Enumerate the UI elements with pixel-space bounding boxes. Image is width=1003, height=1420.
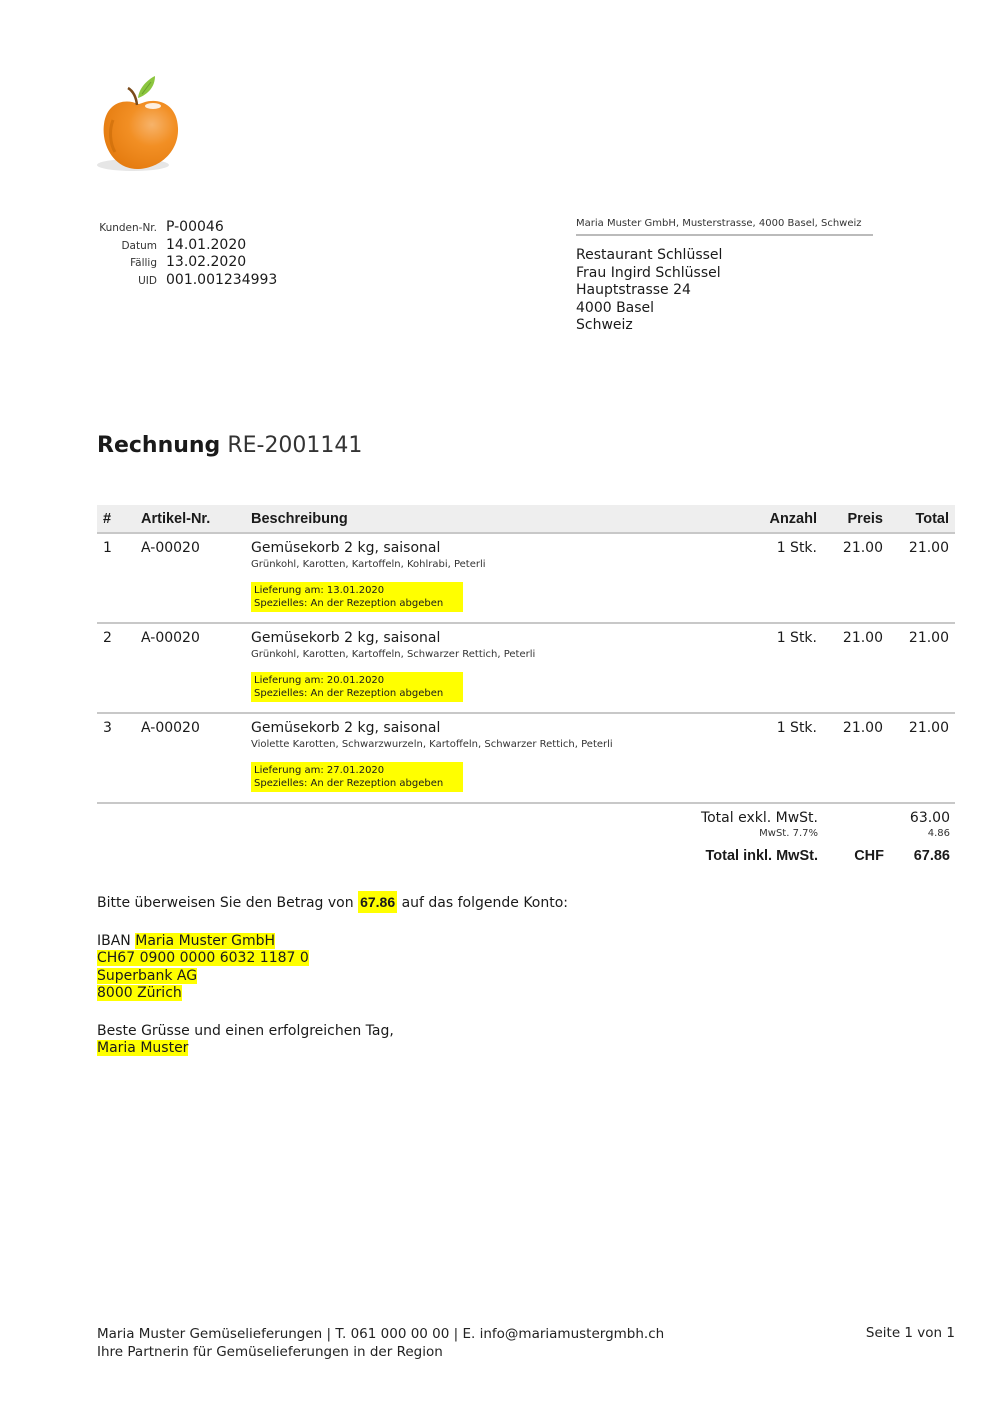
recipient-street: Hauptstrasse 24 <box>576 282 691 298</box>
meta-customer-number <box>90 219 290 237</box>
iban-number: CH67 0900 0000 6032 1187 0 <box>97 950 309 966</box>
grand-total-label: Total inkl. MwSt. <box>705 848 818 864</box>
meta-date <box>90 237 290 255</box>
footer-contact: Maria Muster Gemüselieferungen | T. 061 000 00 00 | E. info@mariamustergmbh.ch <box>97 1326 665 1342</box>
grand-total-row <box>600 848 955 864</box>
col-header-description: Beschreibung <box>245 505 731 533</box>
grand-total-value: 67.86 <box>913 848 950 864</box>
table-row <box>97 713 955 803</box>
company-logo <box>95 72 185 174</box>
meta-value: 14.01.2020 <box>166 236 247 253</box>
row-num: 1 <box>97 533 135 623</box>
delivery-date: Lieferung am: 27.01.2020 <box>254 765 385 776</box>
item-title: Gemüsekorb 2 kg, saisonal <box>251 630 441 646</box>
title-label: Rechnung <box>97 433 221 458</box>
col-header-qty: Anzahl <box>731 505 823 533</box>
meta-label: Datum <box>121 239 157 252</box>
item-title: Gemüsekorb 2 kg, saisonal <box>251 720 441 736</box>
subtotal-row <box>600 810 955 828</box>
row-article: A-00020 <box>135 713 245 803</box>
recipient-address <box>576 247 722 335</box>
recipient-company: Restaurant Schlüssel <box>576 247 723 263</box>
row-total: 21.00 <box>889 713 955 803</box>
delivery-note <box>251 672 463 702</box>
totals-block <box>600 810 955 864</box>
special-instructions: Spezielles: An der Rezeption abgeben <box>254 688 444 699</box>
table-row <box>97 623 955 713</box>
intro-text-end: auf das folgende Konto: <box>397 895 569 911</box>
delivery-date: Lieferung am: 20.01.2020 <box>254 675 385 686</box>
row-num: 2 <box>97 623 135 713</box>
row-price: 21.00 <box>823 533 889 623</box>
col-header-article: Artikel-Nr. <box>135 505 245 533</box>
row-qty: 1 Stk. <box>731 623 823 713</box>
iban-line <box>97 933 568 951</box>
col-header-total: Total <box>889 505 955 533</box>
item-details: Grünkohl, Karotten, Kartoffeln, Kohlrabi, Peterli <box>251 559 486 570</box>
special-instructions: Spezielles: An der Rezeption abgeben <box>254 598 444 609</box>
row-article: A-00020 <box>135 533 245 623</box>
signature: Maria Muster <box>97 1040 189 1056</box>
payment-intro <box>97 894 568 913</box>
row-article: A-00020 <box>135 623 245 713</box>
delivery-note <box>251 582 463 612</box>
vat-label: MwSt. 7.7% <box>759 828 818 839</box>
delivery-date: Lieferung am: 13.01.2020 <box>254 585 385 596</box>
delivery-note <box>251 762 463 792</box>
meta-due-date <box>90 254 290 272</box>
col-header-num: # <box>97 505 135 533</box>
table-header <box>97 505 955 533</box>
sender-line: Maria Muster GmbH, Musterstrasse, 4000 Basel, Schweiz <box>576 218 873 236</box>
meta-value: P-00046 <box>166 219 224 235</box>
item-details: Grünkohl, Karotten, Kartoffeln, Schwarzer Rettich, Peterli <box>251 649 536 660</box>
recipient-country: Schweiz <box>576 317 633 333</box>
invoice-meta <box>90 219 290 289</box>
table-row <box>97 533 955 623</box>
recipient-city: 4000 Basel <box>576 299 655 316</box>
row-num: 3 <box>97 713 135 803</box>
row-qty: 1 Stk. <box>731 713 823 803</box>
item-title: Gemüsekorb 2 kg, saisonal <box>251 540 441 556</box>
meta-label: Fällig <box>130 257 157 269</box>
intro-text: Bitte überweisen Sie den Betrag von <box>97 895 359 911</box>
footer <box>97 1325 664 1361</box>
item-details: Violette Karotten, Schwarzwurzeln, Kartoffeln, Schwarzer Rettich, Peterli <box>251 739 613 750</box>
page-number: Seite 1 von 1 <box>865 1325 955 1341</box>
vat-row <box>600 828 955 848</box>
subtotal-label: Total exkl. MwSt. <box>700 810 818 826</box>
iban-label: IBAN <box>97 932 136 949</box>
row-description <box>245 713 731 803</box>
col-header-price: Preis <box>823 505 889 533</box>
meta-label: Kunden-Nr. <box>99 222 157 234</box>
row-total: 21.00 <box>889 623 955 713</box>
row-price: 21.00 <box>823 623 889 713</box>
meta-value: 001.001234993 <box>166 271 278 288</box>
account-holder: Maria Muster GmbH <box>135 932 276 949</box>
items-table <box>97 505 955 804</box>
row-qty: 1 Stk. <box>731 533 823 623</box>
meta-uid <box>90 272 290 290</box>
special-instructions: Spezielles: An der Rezeption abgeben <box>254 778 444 789</box>
bank-city: 8000 Zürich <box>97 985 182 1001</box>
apple-logo-icon <box>95 72 185 174</box>
footer-tagline: Ihre Partnerin für Gemüselieferungen in der Region <box>97 1344 443 1360</box>
payment-amount: 67.86 <box>358 891 397 913</box>
vat-value: 4.86 <box>927 828 950 839</box>
payment-instructions <box>97 894 568 1058</box>
row-description <box>245 533 731 623</box>
recipient-contact: Frau Ingird Schlüssel <box>576 264 721 281</box>
greeting: Beste Grüsse und einen erfolgreichen Tag, <box>97 1022 394 1039</box>
invoice-number: RE-2001141 <box>227 433 363 458</box>
page-title <box>97 433 362 458</box>
subtotal-value: 63.00 <box>909 810 950 826</box>
currency: CHF <box>854 848 884 864</box>
meta-label: UID <box>138 274 157 287</box>
meta-value: 13.02.2020 <box>166 254 247 270</box>
bank-name: Superbank AG <box>97 967 198 984</box>
row-description <box>245 623 731 713</box>
row-price: 21.00 <box>823 713 889 803</box>
row-total: 21.00 <box>889 533 955 623</box>
